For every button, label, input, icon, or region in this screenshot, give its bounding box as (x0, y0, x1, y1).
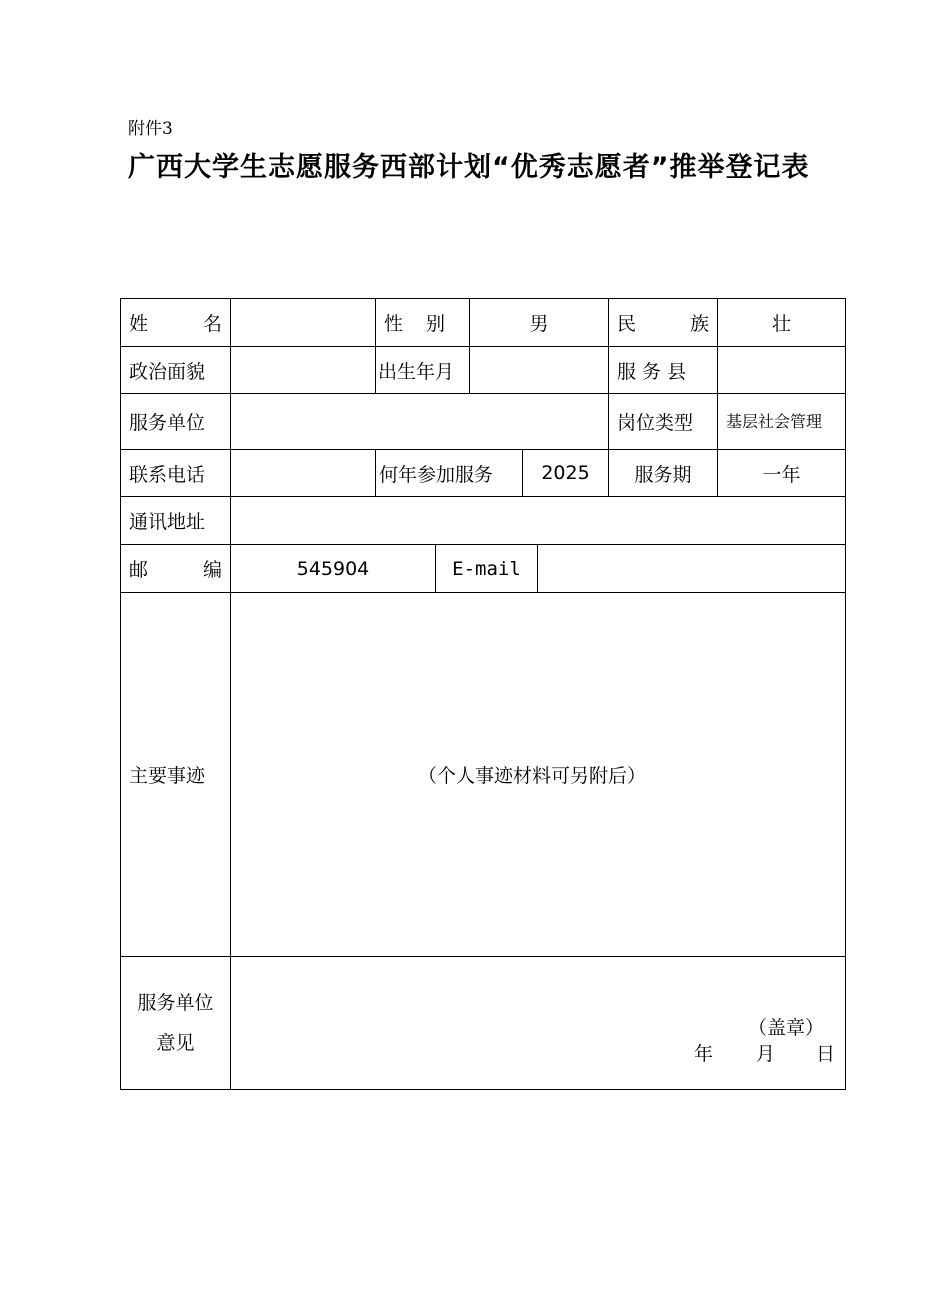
name-label-char: 姓 (129, 313, 149, 335)
unit-opinion-label-line: 服务单位 (137, 992, 214, 1014)
email-field[interactable] (538, 545, 845, 592)
ethnicity-label-char: 民 (617, 313, 637, 335)
phone-field[interactable] (231, 450, 375, 496)
page-title: 广西大学生志愿服务西部计划“优秀志愿者”推举登记表 (128, 152, 810, 183)
birth-date-field[interactable] (470, 347, 608, 393)
unit-opinion-label (121, 957, 230, 1089)
gender-label-char: 性 (384, 313, 404, 335)
service-term-label: 服务期 (634, 463, 692, 486)
attachment-number: 附件3 (128, 119, 173, 139)
gender-field[interactable]: 男 (529, 313, 549, 335)
name-field[interactable] (231, 299, 375, 346)
service-unit-field[interactable] (231, 394, 608, 449)
gender-label-char: 别 (425, 313, 445, 335)
service-term-field[interactable]: 一年 (762, 463, 801, 486)
political-status-field[interactable] (231, 347, 375, 393)
unit-opinion-label-line: 意见 (156, 1032, 195, 1054)
main-deeds-note: （个人事迹材料可另附后） (417, 765, 646, 787)
address-label: 通讯地址 (129, 511, 206, 533)
address-field[interactable] (231, 497, 845, 544)
political-status-label: 政治面貌 (129, 360, 206, 383)
birth-date-label: 出生年月 (378, 360, 455, 383)
ethnicity-field[interactable]: 壮 (771, 313, 791, 335)
main-deeds-field[interactable] (231, 593, 845, 956)
date-month-label: 月 (756, 1043, 776, 1065)
main-deeds-label: 主要事迹 (129, 765, 206, 787)
seal-label: （盖章） (748, 1017, 825, 1039)
postcode-field[interactable]: 545904 (296, 557, 370, 580)
join-year-label: 何年参加服务 (379, 463, 494, 486)
post-type-field[interactable]: 基层社会管理 (726, 411, 823, 431)
postcode-label (121, 545, 230, 592)
email-label: E-mail (452, 557, 521, 580)
service-county-label: 服 务 县 (617, 360, 687, 383)
postcode-label-char: 邮 (129, 559, 149, 581)
date-year-label: 年 (694, 1043, 714, 1065)
table-border-bottom (120, 1089, 846, 1090)
service-county-field[interactable] (718, 347, 845, 393)
service-unit-label: 服务单位 (129, 412, 206, 434)
name-label-char: 名 (202, 313, 222, 335)
post-type-label: 岗位类型 (617, 412, 694, 434)
name-label (121, 299, 230, 346)
date-day-label: 日 (816, 1043, 836, 1065)
ethnicity-label-char: 族 (689, 313, 709, 335)
gender-label (376, 299, 469, 346)
ethnicity-label (609, 299, 717, 346)
table-border-right (845, 298, 846, 1090)
join-year-field[interactable]: 2025 (541, 462, 590, 484)
postcode-label-char: 编 (202, 559, 222, 581)
phone-label: 联系电话 (129, 463, 206, 486)
